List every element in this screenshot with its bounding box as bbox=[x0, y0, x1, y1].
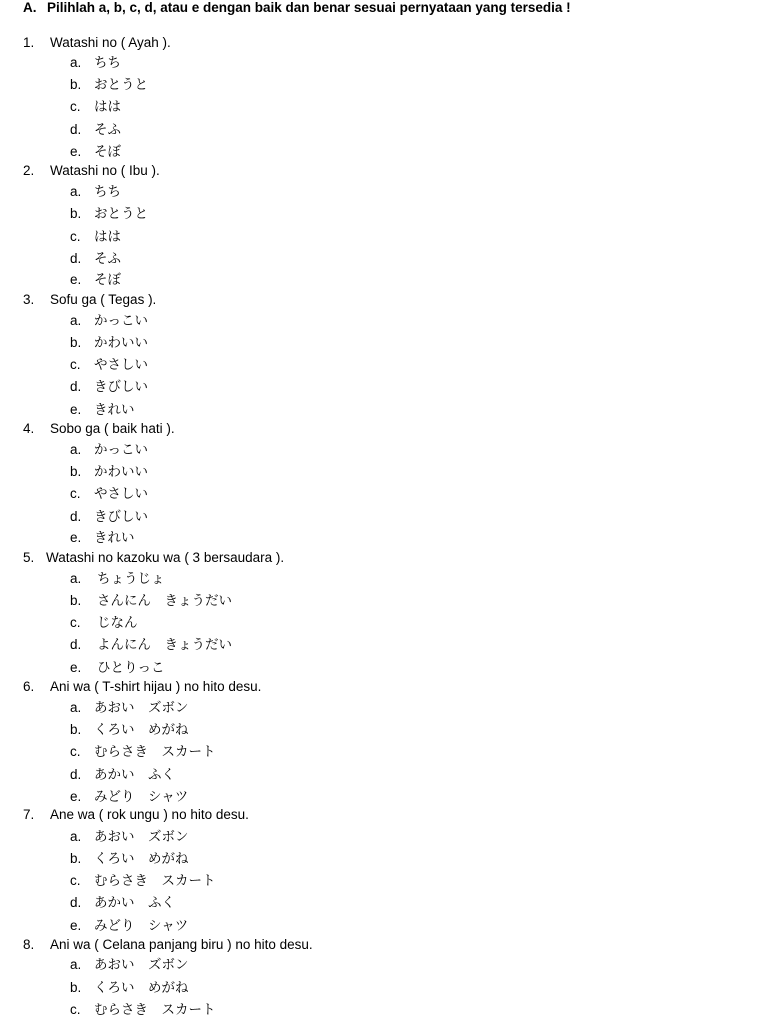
question-4 bbox=[23, 418, 175, 440]
question-3 bbox=[23, 289, 156, 311]
option-5c bbox=[70, 612, 138, 634]
option-text: ひとりっこ bbox=[97, 660, 165, 676]
question-number: 4. bbox=[23, 421, 35, 436]
option-text: きれい bbox=[94, 530, 135, 546]
question-6 bbox=[23, 676, 261, 698]
section-heading bbox=[23, 0, 571, 15]
option-1c bbox=[70, 96, 121, 118]
option-text: はは bbox=[94, 229, 121, 245]
option-text: きびしい bbox=[94, 379, 148, 395]
option-4d bbox=[70, 506, 148, 528]
option-text: そぼ bbox=[94, 272, 121, 288]
option-text: やさしい bbox=[94, 357, 148, 373]
option-6a bbox=[70, 697, 189, 719]
option-letter: b. bbox=[70, 77, 82, 92]
question-text: Sobo ga ( baik hati ). bbox=[50, 421, 175, 436]
option-2c bbox=[70, 226, 121, 248]
option-text: あおい ズボン bbox=[94, 957, 189, 973]
option-2e bbox=[70, 269, 121, 291]
question-number: 1. bbox=[23, 35, 35, 50]
option-7c bbox=[70, 870, 216, 892]
option-letter: a. bbox=[70, 571, 82, 586]
option-1a bbox=[70, 52, 121, 74]
option-letter: c. bbox=[70, 1002, 81, 1017]
question-text: Sofu ga ( Tegas ). bbox=[50, 292, 157, 307]
option-letter: a. bbox=[70, 700, 82, 715]
option-letter: d. bbox=[70, 379, 82, 394]
option-letter: b. bbox=[70, 980, 82, 995]
option-letter: d. bbox=[70, 509, 82, 524]
option-letter: e. bbox=[70, 402, 82, 417]
question-number: 2. bbox=[23, 163, 35, 178]
option-letter: b. bbox=[70, 206, 82, 221]
option-8c bbox=[70, 999, 216, 1021]
option-text: あおい ズボン bbox=[94, 700, 189, 716]
question-text: Watashi no ( Ayah ). bbox=[50, 35, 171, 50]
option-1d bbox=[70, 119, 121, 141]
option-text: むらさき スカート bbox=[94, 1002, 216, 1018]
option-letter: d. bbox=[70, 122, 82, 137]
option-letter: e. bbox=[70, 918, 82, 933]
option-letter: b. bbox=[70, 335, 82, 350]
question-number: 6. bbox=[23, 679, 35, 694]
question-number: 5. bbox=[23, 550, 35, 565]
option-2d bbox=[70, 248, 121, 270]
option-text: むらさき スカート bbox=[94, 744, 216, 760]
option-3d bbox=[70, 376, 148, 398]
option-text: はは bbox=[94, 99, 121, 115]
option-text: くろい めがね bbox=[94, 980, 189, 996]
section-marker: A. bbox=[23, 0, 37, 15]
option-text: かっこい bbox=[94, 442, 148, 458]
option-4a bbox=[70, 439, 148, 461]
option-letter: a. bbox=[70, 829, 82, 844]
option-text: ちょうじょ bbox=[97, 571, 165, 587]
option-letter: e. bbox=[70, 144, 82, 159]
question-text: Ani wa ( T-shirt hijau ) no hito desu. bbox=[50, 679, 262, 694]
option-text: みどり シャツ bbox=[94, 789, 189, 805]
question-2 bbox=[23, 160, 160, 182]
option-3a bbox=[70, 310, 148, 332]
option-2a bbox=[70, 181, 121, 203]
option-5a bbox=[70, 568, 165, 590]
option-letter: a. bbox=[70, 55, 82, 70]
option-text: おとうと bbox=[94, 206, 148, 222]
option-letter: c. bbox=[70, 357, 81, 372]
option-letter: b. bbox=[70, 464, 82, 479]
option-8a bbox=[70, 954, 189, 976]
question-number: 7. bbox=[23, 807, 35, 822]
question-text: Ani wa ( Celana panjang biru ) no hito desu. bbox=[50, 937, 313, 952]
option-letter: c. bbox=[70, 486, 81, 501]
option-text: あかい ふく bbox=[94, 895, 175, 911]
option-letter: c. bbox=[70, 229, 81, 244]
option-text: むらさき スカート bbox=[94, 873, 216, 889]
option-letter: c. bbox=[70, 744, 81, 759]
option-letter: d. bbox=[70, 251, 82, 266]
option-letter: b. bbox=[70, 593, 82, 608]
option-4c bbox=[70, 483, 148, 505]
option-letter: d. bbox=[70, 637, 82, 652]
option-text: きれい bbox=[94, 402, 135, 418]
option-text: くろい めがね bbox=[94, 722, 189, 738]
option-letter: b. bbox=[70, 851, 82, 866]
option-3c bbox=[70, 354, 148, 376]
question-5 bbox=[23, 547, 284, 569]
section-instruction: Pilihlah a, b, c, d, atau e dengan baik dan benar sesuai pernyataan yang tersedia ! bbox=[47, 0, 571, 15]
option-6b bbox=[70, 719, 189, 741]
question-text: Watashi no ( Ibu ). bbox=[50, 163, 160, 178]
option-6c bbox=[70, 741, 216, 763]
option-text: みどり シャツ bbox=[94, 918, 189, 934]
option-5b bbox=[70, 590, 232, 612]
option-3b bbox=[70, 332, 148, 354]
option-text: そふ bbox=[94, 251, 121, 267]
option-text: ちち bbox=[94, 55, 121, 71]
option-letter: e. bbox=[70, 660, 82, 675]
option-text: あかい ふく bbox=[94, 767, 175, 783]
option-1b bbox=[70, 74, 148, 96]
question-1 bbox=[23, 32, 171, 54]
option-7a bbox=[70, 826, 189, 848]
question-number: 3. bbox=[23, 292, 35, 307]
option-7b bbox=[70, 848, 189, 870]
option-letter: e. bbox=[70, 530, 82, 545]
option-text: そふ bbox=[94, 122, 121, 138]
option-letter: e. bbox=[70, 272, 82, 287]
option-2b bbox=[70, 203, 148, 225]
option-7d bbox=[70, 892, 175, 914]
option-text: かっこい bbox=[94, 313, 148, 329]
option-letter: e. bbox=[70, 789, 82, 804]
option-letter: a. bbox=[70, 184, 82, 199]
option-text: よんにん きょうだい bbox=[97, 637, 232, 653]
option-letter: d. bbox=[70, 895, 82, 910]
option-letter: c. bbox=[70, 99, 81, 114]
option-text: やさしい bbox=[94, 486, 148, 502]
option-letter: d. bbox=[70, 767, 82, 782]
option-letter: a. bbox=[70, 442, 82, 457]
option-text: おとうと bbox=[94, 77, 148, 93]
option-letter: b. bbox=[70, 722, 82, 737]
option-text: あおい ズボン bbox=[94, 829, 189, 845]
question-text: Ane wa ( rok ungu ) no hito desu. bbox=[50, 807, 249, 822]
option-text: きびしい bbox=[94, 509, 148, 525]
option-letter: c. bbox=[70, 873, 81, 888]
question-7 bbox=[23, 804, 249, 826]
option-letter: c. bbox=[70, 615, 81, 630]
option-letter: a. bbox=[70, 957, 82, 972]
option-text: さんにん きょうだい bbox=[97, 593, 232, 609]
option-text: ちち bbox=[94, 184, 121, 200]
option-5d bbox=[70, 634, 232, 656]
question-8 bbox=[23, 934, 313, 956]
option-8b bbox=[70, 977, 189, 999]
option-4e bbox=[70, 527, 135, 549]
option-text: かわいい bbox=[94, 464, 148, 480]
option-text: じなん bbox=[97, 615, 138, 631]
option-text: かわいい bbox=[94, 335, 148, 351]
question-number: 8. bbox=[23, 937, 35, 952]
option-6d bbox=[70, 764, 175, 786]
question-text: Watashi no kazoku wa ( 3 bersaudara ). bbox=[46, 550, 285, 565]
option-text: くろい めがね bbox=[94, 851, 189, 867]
option-letter: a. bbox=[70, 313, 82, 328]
option-text: そぼ bbox=[94, 144, 121, 160]
option-4b bbox=[70, 461, 148, 483]
